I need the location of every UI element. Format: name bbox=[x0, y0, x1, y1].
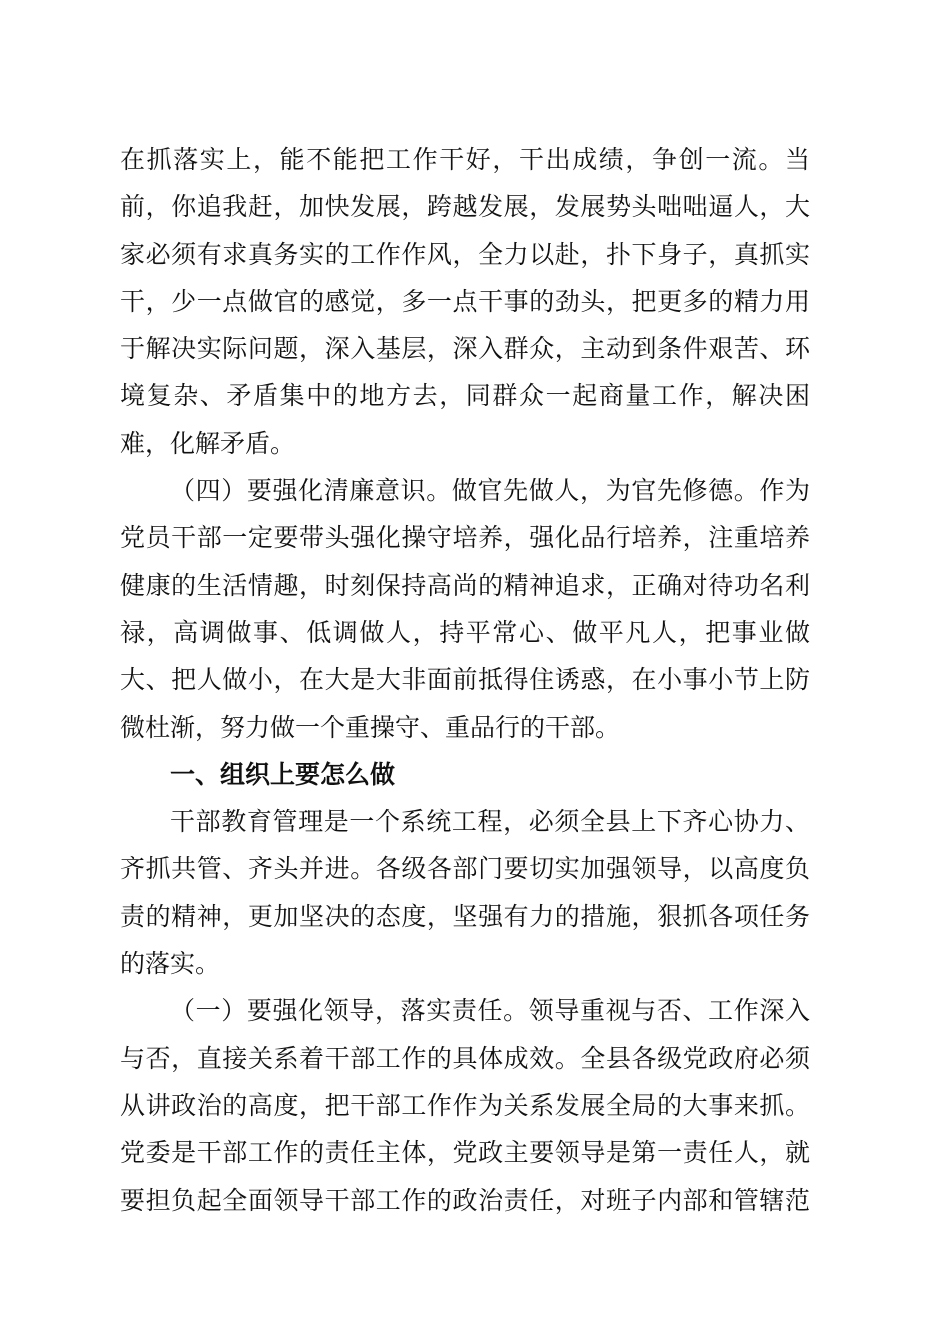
text-line: 党员干部一定要带头强化操守培养，强化品行培养，注重培养 bbox=[120, 523, 810, 553]
text-line: （一）要强化领导，落实责任。领导重视与否、工作深入 bbox=[170, 996, 810, 1026]
text-line: （四）要强化清廉意识。做官先做人，为官先修德。作为 bbox=[170, 476, 810, 506]
text-line: 齐抓共管、齐头并进。各级各部门要切实加强领导，以高度负 bbox=[120, 854, 810, 884]
text-line: 难，化解矛盾。 bbox=[120, 428, 296, 458]
text-line: 微杜渐，努力做一个重操守、重品行的干部。 bbox=[120, 712, 621, 742]
text-line: 在抓落实上，能不能把工作干好，干出成绩，争创一流。当 bbox=[120, 145, 810, 174]
text-line: 健康的生活情趣，时刻保持高尚的精神追求，正确对待功名利 bbox=[120, 570, 810, 600]
text-line: 前，你追我赶，加快发展，跨越发展，发展势头咄咄逼人，大 bbox=[120, 192, 810, 222]
text-line: 从讲政治的高度，把干部工作作为关系发展全局的大事来抓。 bbox=[120, 1090, 810, 1120]
text-line: 大、把人做小，在大是大非面前抵得住诱惑，在小事小节上防 bbox=[120, 665, 810, 695]
document-body bbox=[120, 136, 810, 1224]
text-line: 干，少一点做官的感觉，多一点干事的劲头，把更多的精力用 bbox=[120, 286, 810, 316]
section-heading: 一、组织上要怎么做 bbox=[170, 759, 396, 789]
text-line: 境复杂、矛盾集中的地方去，同群众一起商量工作，解决困 bbox=[120, 381, 810, 411]
text-line: 与否，直接关系着干部工作的具体成效。全县各级党政府必须 bbox=[120, 1043, 810, 1073]
text-line: 要担负起全面领导干部工作的政治责任，对班子内部和管辖范 bbox=[120, 1185, 810, 1215]
text-line: 于解决实际问题，深入基层，深入群众，主动到条件艰苦、环 bbox=[120, 334, 810, 364]
text-line: 责的精神，更加坚决的态度，坚强有力的措施，狠抓各项任务 bbox=[120, 901, 810, 931]
text-line: 禄，高调做事、低调做人，持平常心、做平凡人，把事业做 bbox=[120, 617, 810, 647]
text-line: 干部教育管理是一个系统工程，必须全县上下齐心协力、 bbox=[170, 807, 810, 837]
text-line: 的落实。 bbox=[120, 949, 221, 979]
text-line: 党委是干部工作的责任主体，党政主要领导是第一责任人，就 bbox=[120, 1138, 810, 1168]
text-line: 家必须有求真务实的工作作风，全力以赴，扑下身子，真抓实 bbox=[120, 239, 810, 269]
